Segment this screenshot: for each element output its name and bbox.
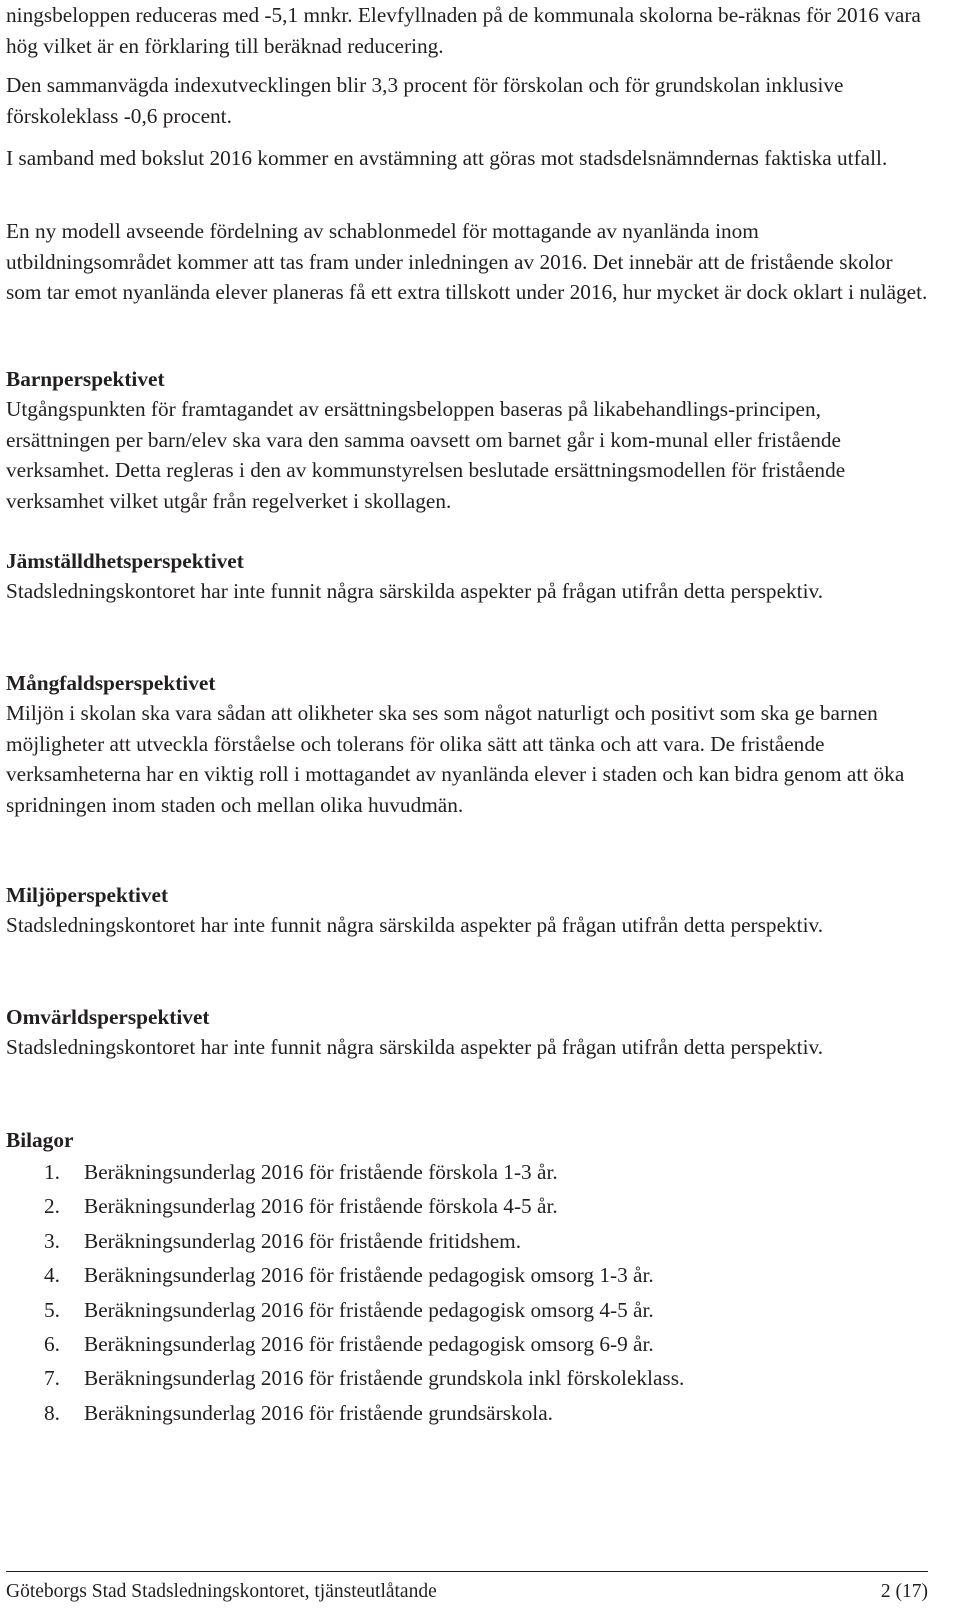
paragraph-text: ningsbeloppen reduceras med -5,1 mnkr. Elevfyllnaden på de kommunala skolorna be-räknas för 2016 vara hög vilket är en förklaring till beräknad reducering. <box>6 3 921 58</box>
paragraph-text: En ny modell avseende fördelning av schablonmedel för mottagande av nyanlända inom utbildningsområdet kommer att tas fram under inledningen av 2016. Det innebär att de fristående skolor som tar emot nyanlända elever planeras få ett extra tillskott under 2016, hur mycket är dock oklart i nuläget. <box>6 219 928 304</box>
list-item-number: 8. <box>44 1400 60 1425</box>
list-item-text: Beräkningsunderlag 2016 för fristående pedagogisk omsorg 6-9 år. <box>84 1332 654 1357</box>
intro-paragraph-1 <box>6 0 928 61</box>
section-miljoperspektivet <box>6 880 928 941</box>
page-number: 2 (17) <box>880 1581 928 1602</box>
list-item <box>6 1327 928 1361</box>
list-item <box>6 1361 928 1395</box>
list-item-text: Beräkningsunderlag 2016 för fristående pedagogisk omsorg 4-5 år. <box>84 1297 654 1322</box>
list-item <box>6 1189 928 1223</box>
list-item-number: 6. <box>44 1332 60 1357</box>
list-item <box>6 1224 928 1258</box>
list-item-text: Beräkningsunderlag 2016 för fristående pedagogisk omsorg 1-3 år. <box>84 1263 654 1288</box>
attachments-heading: Bilagor <box>6 1128 74 1152</box>
page-footer <box>6 1571 928 1606</box>
attachments-list <box>6 1155 928 1430</box>
list-item <box>6 1293 928 1327</box>
list-item-number: 5. <box>44 1297 60 1322</box>
intro-paragraph-3 <box>6 143 928 174</box>
list-item-text: Beräkningsunderlag 2016 för fristående fritidshem. <box>84 1228 522 1253</box>
list-item <box>6 1155 928 1189</box>
list-item-number: 7. <box>44 1366 60 1391</box>
list-item-text: Beräkningsunderlag 2016 för fristående grundsärskola. <box>84 1400 553 1425</box>
footer-organization: Göteborgs Stad Stadsledningskontoret, tjänsteutlåtande <box>6 1581 437 1602</box>
intro-paragraph-4 <box>6 216 928 308</box>
section-text: Miljön i skolan ska vara sådan att olikheter ska ses som något naturligt och positivt som ska ge barnen möjligheter att utveckla förståelse och tolerans för olika sätt att tänka och att vara. De fristående verksamheterna har en viktig roll i mottagandet av nyanlända elever i staden och kan bidra genom att öka spridningen inom staden och mellan olika huvudmän. <box>6 701 905 817</box>
list-item-text: Beräkningsunderlag 2016 för fristående förskola 1-3 år. <box>84 1160 558 1184</box>
section-heading: Mångfaldsperspektivet <box>6 671 216 695</box>
attachments-section <box>6 1125 928 1430</box>
section-text: Stadsledningskontoret har inte funnit några särskilda aspekter på frågan utifrån detta perspektiv. <box>6 1035 824 1059</box>
section-text: Utgångspunkten för framtagandet av ersättningsbeloppen baseras på likabehandlings-principen, ersättningen per barn/elev ska vara den samma oavsett om barnet går i kom-munal eller fristående verksamhet. Detta regleras i den av kommunstyrelsen beslutade ersättningsmodellen för fristående verksamhet vilket utgår från regelverket i skollagen. <box>6 397 846 513</box>
section-heading: Jämställdhetsperspektivet <box>6 549 244 573</box>
section-text: Stadsledningskontoret har inte funnit några särskilda aspekter på frågan utifrån detta perspektiv. <box>6 913 824 937</box>
section-heading: Miljöperspektivet <box>6 883 169 907</box>
section-jamstalldhetsperspektivet <box>6 546 928 607</box>
section-heading: Barnperspektivet <box>6 367 165 391</box>
list-item-number: 1. <box>44 1160 60 1184</box>
section-barnperspektivet <box>6 364 928 516</box>
list-item-number: 2. <box>44 1194 60 1219</box>
section-omvarldsperspektivet <box>6 1002 928 1063</box>
list-item <box>6 1396 928 1430</box>
section-heading: Omvärldsperspektivet <box>6 1005 210 1029</box>
list-item-number: 3. <box>44 1228 60 1253</box>
section-mangfaldsperspektivet <box>6 668 928 820</box>
list-item-number: 4. <box>44 1263 60 1288</box>
intro-paragraph-2 <box>6 70 928 131</box>
list-item-text: Beräkningsunderlag 2016 för fristående förskola 4-5 år. <box>84 1194 558 1219</box>
list-item <box>6 1258 928 1292</box>
paragraph-text: Den sammanvägda indexutvecklingen blir 3,3 procent för förskolan och för grundskolan inklusive förskoleklass -0,6 procent. <box>6 73 844 128</box>
list-item-text: Beräkningsunderlag 2016 för fristående grundskola inkl förskoleklass. <box>84 1366 685 1391</box>
section-text: Stadsledningskontoret har inte funnit några särskilda aspekter på frågan utifrån detta perspektiv. <box>6 579 824 603</box>
paragraph-text: I samband med bokslut 2016 kommer en avstämning att göras mot stadsdelsnämndernas faktiska utfall. <box>6 146 888 170</box>
